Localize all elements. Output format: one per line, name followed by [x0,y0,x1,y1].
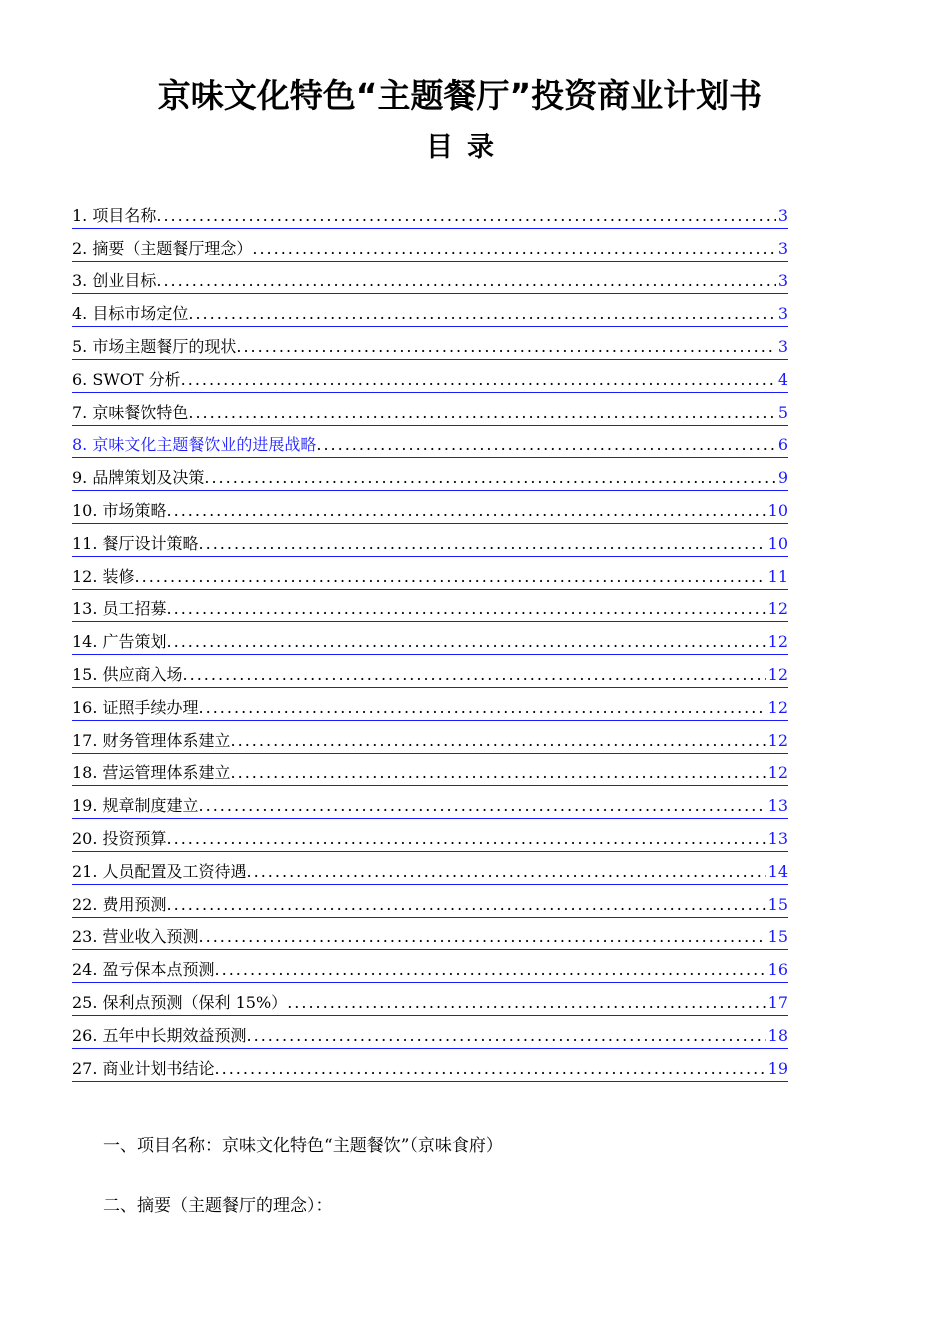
toc-item-page: 3 [777,336,788,356]
toc-item-label: 10. 市场策略 [72,500,167,520]
toc-dot-leader [156,205,775,228]
toc-dot-leader [231,730,766,753]
toc-item-page: 9 [777,468,788,488]
toc-item-label: 22. 费用预测 [72,894,167,914]
toc-item-label: 8. 京味文化主题餐饮业的进展战略 [72,435,317,455]
toc-dot-leader [204,467,775,490]
toc-item-9[interactable] [72,458,788,491]
toc-heading-char-1: 目 [426,132,453,163]
toc-dot-leader [188,402,775,425]
toc-dot-leader [135,566,766,589]
toc-item-label: 21. 人员配置及工资待遇 [72,861,247,881]
toc-item-19[interactable] [72,786,788,819]
toc-item-21[interactable] [72,852,788,885]
toc-dot-leader [316,434,775,457]
toc-item-24[interactable] [72,950,788,983]
toc-item-label: 2. 摘要（主题餐厅理念） [72,238,253,258]
toc-item-2[interactable] [72,229,788,262]
section-heading-summary: 二、摘要（主题餐厅的理念）： [103,1196,333,1216]
toc-item-page: 17 [767,992,788,1012]
toc-item-page: 18 [767,1025,788,1045]
toc-dot-leader [156,270,775,293]
toc-item-page: 13 [767,796,788,816]
toc-item-label: 9. 品牌策划及决策 [72,468,205,488]
toc-item-14[interactable] [72,622,788,655]
toc-item-page: 12 [767,632,788,652]
toc-dot-leader [181,369,776,392]
toc-item-page: 12 [767,664,788,684]
toc-dot-leader [199,697,766,720]
toc-item-label: 1. 项目名称 [72,205,157,225]
table-of-contents [72,196,788,1082]
toc-item-page: 15 [767,927,788,947]
toc-item-label: 18. 营运管理体系建立 [72,763,231,783]
toc-item-page: 16 [767,960,788,980]
toc-item-label: 20. 投资预算 [72,828,167,848]
toc-dot-leader [167,631,766,654]
toc-item-4[interactable] [72,294,788,327]
toc-item-label: 23. 营业收入预测 [72,927,199,947]
toc-item-label: 17. 财务管理体系建立 [72,730,231,750]
toc-item-label: 7. 京味餐饮特色 [72,402,189,422]
toc-item-page: 12 [767,599,788,619]
toc-dot-leader [215,959,766,982]
toc-item-page: 15 [767,894,788,914]
toc-item-label: 11. 餐厅设计策略 [72,533,199,553]
toc-item-label: 12. 装修 [72,566,135,586]
toc-dot-leader [188,303,775,326]
toc-dot-leader [167,828,766,851]
toc-heading [0,128,920,168]
toc-item-label: 15. 供应商入场 [72,664,183,684]
toc-item-12[interactable] [72,557,788,590]
toc-item-label: 6. SWOT 分析 [72,369,181,389]
toc-item-page: 12 [767,697,788,717]
toc-dot-leader [231,762,766,785]
toc-item-label: 25. 保利点预测（保利 15%） [72,992,288,1012]
toc-item-page: 5 [777,402,788,422]
toc-heading-char-2: 录 [467,132,494,163]
toc-dot-leader [236,336,775,359]
toc-item-17[interactable] [72,721,788,754]
toc-item-page: 6 [777,435,788,455]
toc-item-page: 10 [767,533,788,553]
toc-item-label: 14. 广告策划 [72,632,167,652]
toc-item-label: 3. 创业目标 [72,271,157,291]
document-title: 京味文化特色“主题餐厅”投资商业计划书 [157,76,763,115]
toc-item-label: 13. 员工招募 [72,599,167,619]
toc-item-15[interactable] [72,655,788,688]
toc-item-page: 10 [767,500,788,520]
toc-item-page: 3 [777,238,788,258]
toc-item-3[interactable] [72,262,788,295]
toc-item-6[interactable] [72,360,788,393]
toc-item-page: 3 [777,205,788,225]
toc-item-7[interactable] [72,393,788,426]
toc-dot-leader [167,500,766,523]
toc-dot-leader [252,238,775,261]
toc-item-page: 19 [767,1058,788,1078]
toc-item-label: 16. 证照手续办理 [72,697,199,717]
toc-item-page: 13 [767,828,788,848]
toc-item-25[interactable] [72,983,788,1016]
toc-item-18[interactable] [72,754,788,787]
toc-item-1[interactable] [72,196,788,229]
toc-item-label: 27. 商业计划书结论 [72,1058,215,1078]
toc-dot-leader [247,861,766,884]
toc-dot-leader [183,664,766,687]
toc-item-16[interactable] [72,688,788,721]
toc-item-8[interactable] [72,426,788,459]
toc-item-label: 19. 规章制度建立 [72,796,199,816]
toc-item-label: 24. 盈亏保本点预测 [72,960,215,980]
toc-item-label: 5. 市场主题餐厅的现状 [72,336,237,356]
toc-item-27[interactable] [72,1049,788,1082]
toc-dot-leader [167,894,766,917]
toc-item-page: 11 [767,566,788,586]
toc-item-23[interactable] [72,918,788,951]
toc-item-11[interactable] [72,524,788,557]
toc-item-page: 12 [767,763,788,783]
toc-item-page: 14 [767,861,788,881]
toc-item-label: 26. 五年中长期效益预测 [72,1025,247,1045]
toc-item-5[interactable] [72,327,788,360]
toc-item-13[interactable] [72,590,788,623]
toc-item-20[interactable] [72,819,788,852]
toc-item-10[interactable] [72,491,788,524]
section-heading-project-name: 一、项目名称：京味文化特色“主题餐饮”（京味食府） [103,1136,503,1156]
toc-dot-leader [287,992,765,1015]
toc-dot-leader [167,598,766,621]
toc-item-page: 3 [777,271,788,291]
toc-dot-leader [199,533,766,556]
toc-item-26[interactable] [72,1016,788,1049]
toc-item-page: 12 [767,730,788,750]
toc-item-label: 4. 目标市场定位 [72,304,189,324]
toc-dot-leader [215,1058,766,1081]
toc-dot-leader [199,795,766,818]
toc-dot-leader [247,1025,766,1048]
toc-item-page: 4 [777,369,788,389]
toc-item-22[interactable] [72,885,788,918]
toc-dot-leader [199,926,766,949]
toc-item-page: 3 [777,304,788,324]
